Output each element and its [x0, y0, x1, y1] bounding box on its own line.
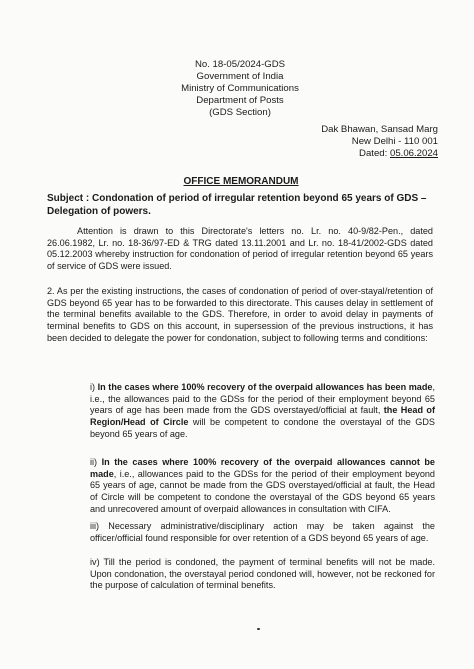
item-2-number: ii): [90, 457, 102, 467]
date-value: 05.06.2024: [389, 148, 438, 159]
government-line: Government of India: [196, 71, 284, 82]
condition-item-1: [90, 382, 435, 441]
section-line: (GDS Section): [209, 107, 271, 118]
item-1-number: i): [90, 382, 98, 392]
paragraph-2: 2. As per the existing instructions, the cases of condonation of period of over-stayal/retention of GDS beyond 65 year has to be forwarded to this directorate. This causes delay in settlement of the terminal benefits available to the GDS. Therefore, in order to avoid delay in payments of terminal benefits to GDS on this account, in supersession of the previous instructions, it has been decided to delegate the power for condonation, subject to following terms and conditions:: [47, 286, 433, 343]
address-line-1: Dak Bhawan, Sansad Marg: [321, 124, 438, 135]
date-line: [321, 148, 438, 160]
paragraph-1: Attention is drawn to this Directorate's letters no. Lr. no. 40-9/82-Pen., dated 26.06.1982, Lr. no. 18-36/97-ED & TRG dated 13.11.2001 and Lr. no. 18-41/2002-GDS dated 05.12.2003 whereby instruction for condonation of period of irregular retention beyond 65 years of service of GDS were issued.: [47, 226, 433, 272]
item-1-bold-2: the Head of Region/Head of Circle: [90, 405, 435, 428]
address-line-2: New Delhi - 110 001: [351, 136, 438, 147]
reference-number: No. 18-05/2024-GDS: [194, 59, 286, 70]
item-2-text-1: , i.e., allowances paid to the GDSs for the period of their employment beyond 65 years of age, cannot be made from the GDS overstayed/official at fault, the Head of Circle will be competent to condone the overstayal of the GDS beyond 65 years and unrecovered amount of overpaid allowances in consultation with CIFA.: [90, 468, 435, 514]
item-1-text-1: , i.e., the allowances paid to the GDSs for the period of their employment beyond 65 years of age has been made from the GDS overstayed/official at fault,: [90, 382, 435, 416]
ministry-line: Ministry of Communications: [181, 83, 299, 94]
date-label: Dated:: [359, 148, 390, 159]
department-line: Department of Posts: [196, 95, 284, 106]
item-2-bold-1: In the cases where 100% recovery of the overpaid allowances cannot be made: [90, 457, 435, 479]
page-mark: [257, 628, 260, 630]
condition-item-3: iii) Necessary administrative/disciplinary action may be taken against the officer/official found responsible for over retention of a GDS beyond 65 years of age.: [90, 521, 435, 543]
subject-line: Subject : Condonation of period of irregular retention beyond 65 years of GDS – Delegation of powers.: [47, 193, 427, 217]
item-1-text-2: will be competent to condone the overstayal of the GDS beyond 65 years of age.: [90, 417, 435, 439]
condition-item-4: iv) Till the period is condoned, the payment of terminal benefits will not be made. Upon condonation, the overstayal period condoned will, however, not be reckoned for the purpose of calculation of terminal benefits.: [90, 557, 435, 591]
condition-item-2: [90, 457, 435, 516]
address-block: [321, 124, 438, 160]
item-1-bold-1: In the cases where 100% recovery of the overpaid allowances has been made: [97, 382, 433, 392]
memo-title: OFFICE MEMORANDUM: [183, 176, 299, 187]
